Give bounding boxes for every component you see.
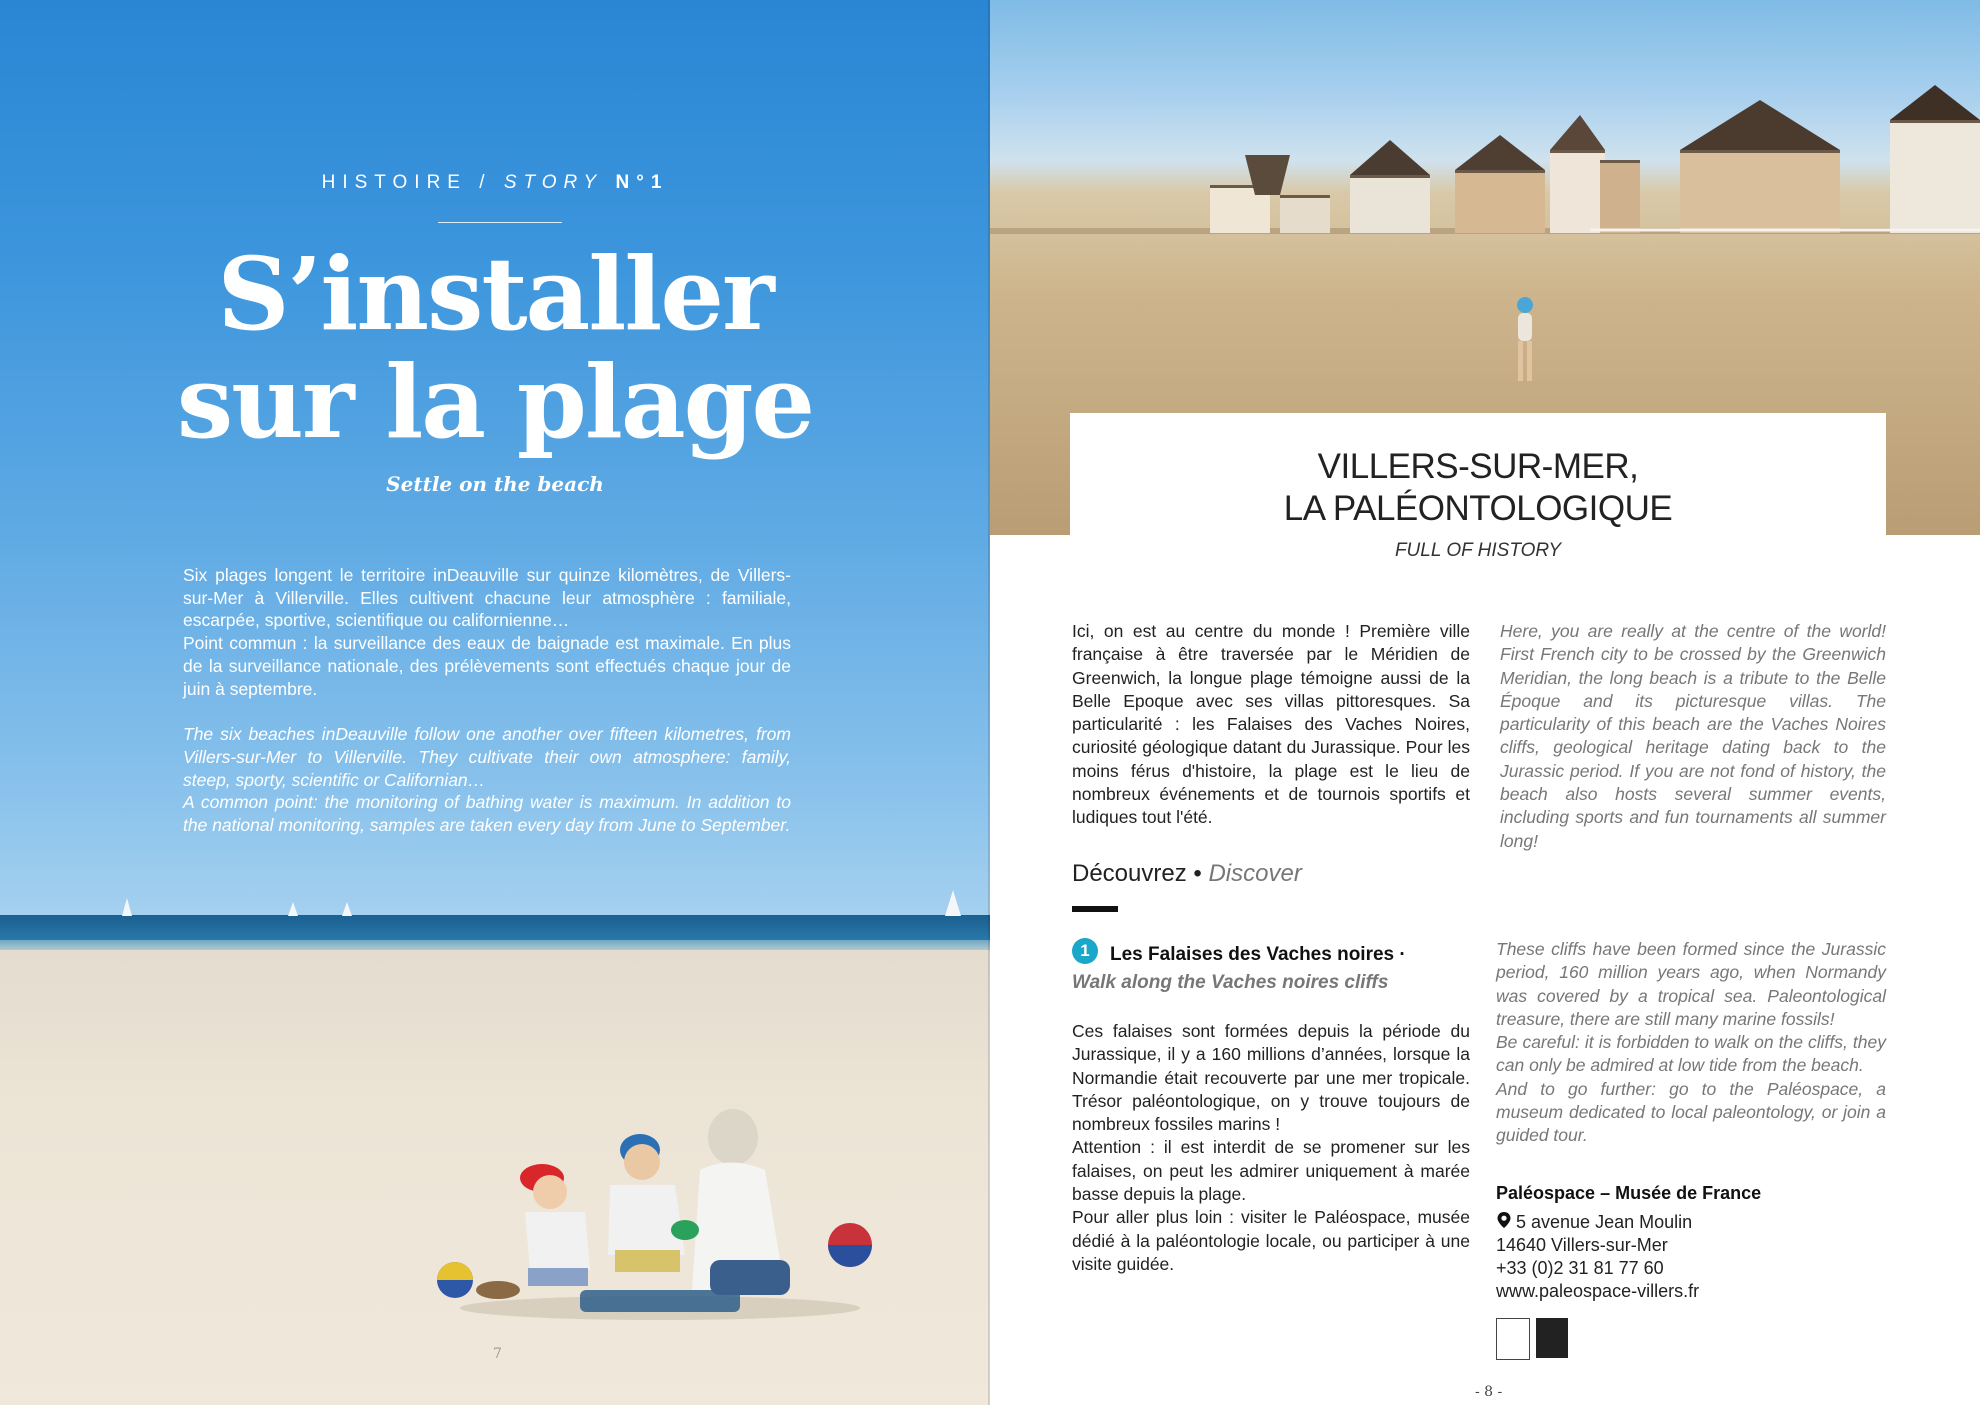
venue-address-line2: 14640 Villers-sur-Mer	[1496, 1235, 1668, 1255]
discover-divider	[1072, 906, 1118, 912]
section-subtitle: FULL OF HISTORY	[1394, 540, 1562, 561]
roofs-illustration	[990, 0, 1980, 240]
item-subtitle: Walk along the Vaches noires cliffs	[1072, 972, 1389, 993]
item-title: Les Falaises des Vaches noires ·	[1110, 944, 1406, 965]
body-en: Here, you are really at the centre of the world! First French city to be crossed by the Greenwich Meridian, the long beach is a tribute to the Belle Époque and its picturesque villas. The particularity of this beach are the Vaches Noires cliffs, geological heritage dating back to the Jurassic period. If you are not fond of history, the beach also hosts several summer events, including sports and fun tournaments all summer long!	[1500, 621, 1886, 851]
sailboat-icon	[288, 902, 298, 916]
item-text-en: These cliffs have been formed since the Jurassic period, 160 million years ago, when Normandy was covered by a tropical sea. Paleontological treasure, there are still many marine fossils! Be careful: it is forbidden to walk on the cliffs, they can only be admired at low tide from the beach. And to go further: go to the Paléospace, a museum dedicated to local paleontology, or join a guided tour.	[1496, 939, 1886, 1146]
discover-heading: Découvrez • Discover	[1072, 860, 1302, 887]
page-title: S’installer sur la plage	[176, 235, 814, 461]
venue-website[interactable]: www.paleospace-villers.fr	[1496, 1281, 1700, 1301]
intro-fr: Six plages longent le territoire inDeauville sur quinze kilomètres, de Villers-sur-Mer à Villerville. Elles cultivent chacune leur atmosphère : familiale, escarpée, sportive, scientifique ou californienne…	[183, 565, 791, 631]
intro-text	[183, 564, 791, 837]
story-kicker: HISTOIRE / STORY N°1	[321, 172, 669, 193]
page-subtitle: Settle on the beach	[386, 472, 604, 496]
sailboat-icon	[945, 890, 961, 916]
body-fr: Ici, on est au centre du monde ! Première ville française à être traversée par le Méridien de Greenwich, la longue plage témoigne aussi de la Belle Epoque avec ses villas pittoresques. Sa particularité : les Falaises des Vaches Noires, curiosité géologique datant du Jurassique. Pour les moins férus d'histoire, la plage est le lieu de nombreux événements et de tournois sportifs et ludiques tout l'été.	[1072, 621, 1470, 828]
section-title: VILLERS-SUR-MER, LA PALÉONTOLOGIQUE	[1283, 447, 1673, 528]
venue-phone: +33 (0)2 31 81 77 60	[1496, 1258, 1664, 1278]
venue-address-line1: 5 avenue Jean Moulin	[1516, 1212, 1693, 1232]
intro-en: The six beaches inDeauville follow one another over fifteen kilometres, from Villers-sur-Mer to Villerville. They cultivate their own atmosphere: family, steep, sporty, scientific or Californian…	[183, 724, 791, 790]
item-text-fr: Ces falaises sont formées depuis la période du Jurassique, il y a 160 millions d’années, lorsque la Normandie était recouverte par une mer tropicale. Trésor paléontologique, on y trouve toujours de nombreux fossiles marins ! Attention : il est interdit de se promener sur les falaises, on peut les admirer uniquement à marée basse depuis la plage. Pour aller plus loin : visiter le Paléospace, musée dédié à la paléontologie locale, ou participer à une visite guidée.	[1072, 1021, 1470, 1274]
item-number-badge: 1	[1072, 938, 1098, 964]
child-walking-illustration	[1510, 295, 1540, 390]
museum-label-logo-icon	[1496, 1318, 1530, 1360]
right-page	[990, 0, 1980, 1405]
page-number-right: - 8 -	[1475, 1384, 1503, 1400]
sailboat-icon	[342, 902, 352, 916]
sailboat-icon	[122, 898, 132, 916]
location-pin-icon	[1496, 1212, 1512, 1228]
page-number-left: 7	[493, 1346, 502, 1362]
title-divider	[438, 222, 562, 223]
musee-de-france-logo-icon	[1536, 1318, 1568, 1358]
intro-en-2: A common point: the monitoring of bathing water is maximum. In addition to the national monitoring, samples are taken every day from June to September.	[183, 792, 791, 836]
family-on-beach-illustration	[430, 1100, 880, 1330]
venue-name: Paléospace – Musée de France	[1496, 1183, 1762, 1203]
intro-fr-2: Point commun : la surveillance des eaux de baignade est maximale. En plus de la surveillance nationale, des prélèvements sont effectués chaque jour de juin à septembre.	[183, 633, 791, 699]
